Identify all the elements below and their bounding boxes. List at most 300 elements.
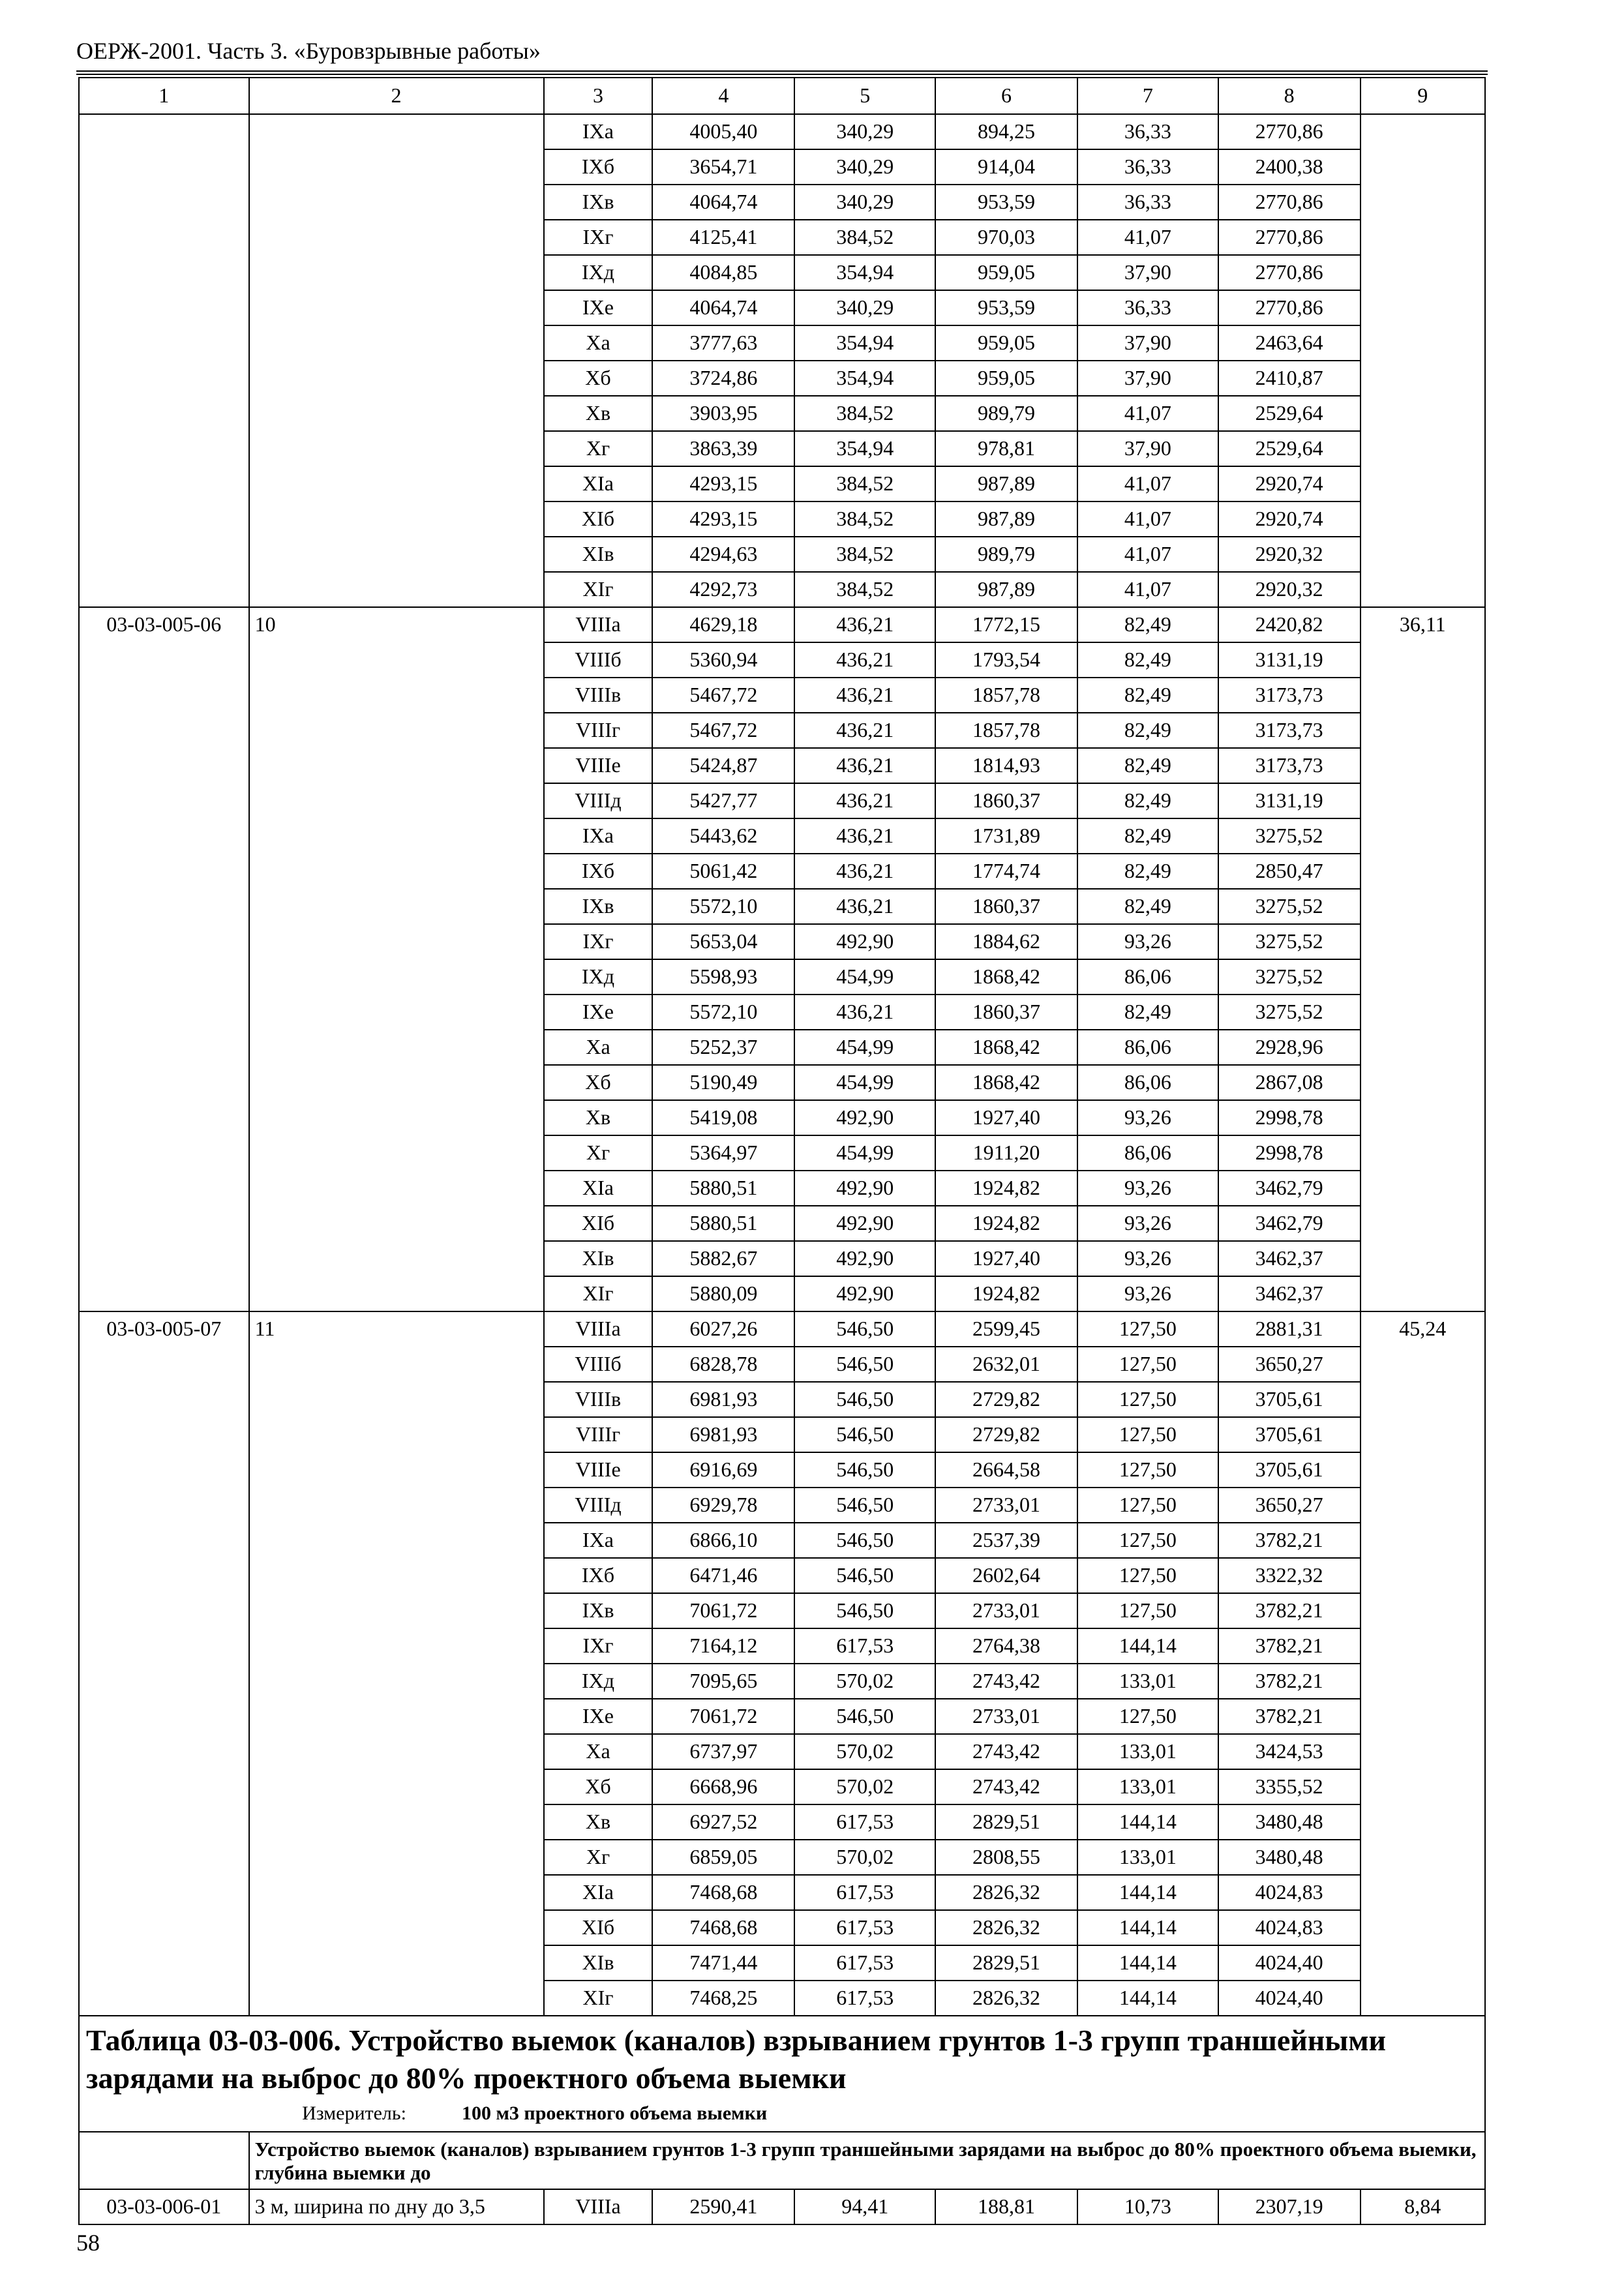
cell-col8: 3275,52 (1218, 889, 1361, 924)
cell-col6: 1814,93 (935, 748, 1077, 783)
cell-class: XIв (544, 1945, 653, 1981)
cell-col4: 6929,78 (652, 1488, 794, 1523)
cell-code (79, 1840, 249, 1875)
cell-col7: 41,07 (1077, 466, 1218, 501)
cell-class: Xа (544, 1030, 653, 1065)
cell-col7: 82,49 (1077, 748, 1218, 783)
cell-col7: 127,50 (1077, 1452, 1218, 1488)
cell-col6: 959,05 (935, 361, 1077, 396)
cell-col9 (1361, 255, 1485, 290)
cell-col7: 82,49 (1077, 642, 1218, 678)
column-number: 8 (1218, 78, 1361, 114)
cell-col6: 987,89 (935, 466, 1077, 501)
cell-col4: 3724,86 (652, 361, 794, 396)
cell-param (249, 325, 544, 361)
cell-col5: 436,21 (794, 748, 935, 783)
table-row (79, 924, 1485, 959)
cell-col7: 144,14 (1077, 1981, 1218, 2016)
cell-code (79, 642, 249, 678)
cell-param (249, 1276, 544, 1311)
table-row (79, 1523, 1485, 1558)
cell-class: XIг (544, 1276, 653, 1311)
cell-param (249, 1206, 544, 1241)
cell-col4: 5424,87 (652, 748, 794, 783)
cell-col7: 37,90 (1077, 431, 1218, 466)
cell-code (79, 713, 249, 748)
cell-col4: 4292,73 (652, 572, 794, 607)
cell-col8: 2867,08 (1218, 1065, 1361, 1100)
column-number-row (79, 78, 1485, 114)
column-number: 4 (652, 78, 794, 114)
cell-col4: 5880,51 (652, 1171, 794, 1206)
cell-col4: 7164,12 (652, 1628, 794, 1664)
cell-col5: 454,99 (794, 1135, 935, 1171)
cell-param (249, 572, 544, 607)
cell-col8: 3275,52 (1218, 818, 1361, 854)
table-row (79, 1488, 1485, 1523)
cell-col7: 86,06 (1077, 1065, 1218, 1100)
cell-param (249, 1699, 544, 1734)
table-row (79, 361, 1485, 396)
cell-code (79, 995, 249, 1030)
cell-col9: 8,84 (1361, 2189, 1485, 2224)
cell-col5: 617,53 (794, 1875, 935, 1910)
cell-col5: 454,99 (794, 1065, 935, 1100)
cell-code (79, 1206, 249, 1241)
cell-class: XIб (544, 501, 653, 537)
cell-param (249, 149, 544, 185)
cell-col8: 2529,64 (1218, 396, 1361, 431)
cell-col4: 7061,72 (652, 1699, 794, 1734)
cell-code (79, 1593, 249, 1628)
cell-param (249, 854, 544, 889)
cell-col6: 2632,01 (935, 1347, 1077, 1382)
cell-class: VIIIд (544, 783, 653, 818)
column-number: 5 (794, 78, 935, 114)
table-row (79, 1981, 1485, 2016)
cell-col8: 2770,86 (1218, 255, 1361, 290)
cell-col5: 492,90 (794, 1241, 935, 1276)
cell-col6: 2537,39 (935, 1523, 1077, 1558)
cell-class: XIб (544, 1206, 653, 1241)
table-row (79, 1241, 1485, 1276)
cell-class: XIа (544, 466, 653, 501)
cell-code (79, 220, 249, 255)
cell-code: 03-03-005-06 (79, 607, 249, 642)
cell-col9 (1361, 1241, 1485, 1276)
cell-col5: 546,50 (794, 1523, 935, 1558)
cell-col9 (1361, 361, 1485, 396)
table-row (79, 255, 1485, 290)
table-row (79, 1417, 1485, 1452)
cell-param (249, 713, 544, 748)
cell-col9 (1361, 783, 1485, 818)
measure-label: Измеритель: (302, 2102, 406, 2124)
cell-code (79, 1100, 249, 1135)
cell-col4: 5653,04 (652, 924, 794, 959)
cell-col9 (1361, 818, 1485, 854)
cell-code (79, 1417, 249, 1452)
running-header: ОЕРЖ-2001. Часть 3. «Буровзрывные работы» (76, 38, 541, 64)
cell-col5: 340,29 (794, 290, 935, 325)
cell-col4: 4629,18 (652, 607, 794, 642)
cell-col9 (1361, 466, 1485, 501)
cell-code (79, 501, 249, 537)
cell-class: Xг (544, 1840, 653, 1875)
cell-col8: 3782,21 (1218, 1523, 1361, 1558)
table-row (79, 1311, 1485, 1347)
cell-col4: 3654,71 (652, 149, 794, 185)
cell-code (79, 854, 249, 889)
cell-code (79, 678, 249, 713)
table-row (79, 783, 1485, 818)
cell-col7: 144,14 (1077, 1804, 1218, 1840)
cell-col5: 492,90 (794, 1171, 935, 1206)
cell-col4: 5419,08 (652, 1100, 794, 1135)
cell-code (79, 1945, 249, 1981)
cell-class: IXб (544, 1558, 653, 1593)
cell-col7: 144,14 (1077, 1910, 1218, 1945)
cell-col6: 2664,58 (935, 1452, 1077, 1488)
cell-col5: 546,50 (794, 1311, 935, 1347)
cell-col4: 5572,10 (652, 889, 794, 924)
cell-col4: 7468,25 (652, 1981, 794, 2016)
cell-col4: 6916,69 (652, 1452, 794, 1488)
table-row (79, 325, 1485, 361)
cell-param (249, 185, 544, 220)
cell-col8: 3705,61 (1218, 1452, 1361, 1488)
table-row (79, 501, 1485, 537)
cell-col8: 3462,79 (1218, 1171, 1361, 1206)
cell-class: IXа (544, 818, 653, 854)
cell-col5: 546,50 (794, 1382, 935, 1417)
cell-col8: 2770,86 (1218, 290, 1361, 325)
cell-col7: 82,49 (1077, 678, 1218, 713)
cell-col6: 1857,78 (935, 678, 1077, 713)
cell-col5: 354,94 (794, 325, 935, 361)
cell-col6: 989,79 (935, 537, 1077, 572)
cell-class: XIа (544, 1875, 653, 1910)
cell-col5: 354,94 (794, 431, 935, 466)
cell-col4: 6471,46 (652, 1558, 794, 1593)
cell-col9 (1361, 1488, 1485, 1523)
cell-col8: 3462,79 (1218, 1206, 1361, 1241)
cell-col6: 959,05 (935, 255, 1077, 290)
cell-col5: 546,50 (794, 1347, 935, 1382)
cell-class: VIIIа (544, 1311, 653, 1347)
cell-col7: 10,73 (1077, 2189, 1218, 2224)
cell-col9 (1361, 959, 1485, 995)
table-row (79, 748, 1485, 783)
cell-col9 (1361, 1030, 1485, 1065)
cell-col7: 127,50 (1077, 1523, 1218, 1558)
cell-code (79, 924, 249, 959)
header-rule-bottom (76, 74, 1488, 75)
table-row (79, 396, 1485, 431)
cell-col8: 3650,27 (1218, 1347, 1361, 1382)
cell-col4: 3903,95 (652, 396, 794, 431)
cell-param (249, 678, 544, 713)
cell-col9 (1361, 290, 1485, 325)
cell-col7: 127,50 (1077, 1347, 1218, 1382)
cell-col8: 2998,78 (1218, 1135, 1361, 1171)
cell-param: 10 (249, 607, 544, 642)
cell-col4: 6737,97 (652, 1734, 794, 1769)
cell-col9 (1361, 572, 1485, 607)
cell-col5: 354,94 (794, 361, 935, 396)
cell-class: IXе (544, 290, 653, 325)
cell-class: XIг (544, 1981, 653, 2016)
column-number: 2 (249, 78, 544, 114)
cell-param (249, 1488, 544, 1523)
cell-col7: 36,33 (1077, 185, 1218, 220)
cell-class: Xб (544, 1065, 653, 1100)
table-row (79, 995, 1485, 1030)
cell-class: Xв (544, 396, 653, 431)
cell-col8: 2998,78 (1218, 1100, 1361, 1135)
cell-col5: 436,21 (794, 607, 935, 642)
cell-col4: 7468,68 (652, 1875, 794, 1910)
cell-class: IXг (544, 924, 653, 959)
table-row (79, 1593, 1485, 1628)
cell-col9 (1361, 1417, 1485, 1452)
cell-code (79, 255, 249, 290)
table-row (79, 678, 1485, 713)
cell-class: Xа (544, 325, 653, 361)
cell-col4: 3777,63 (652, 325, 794, 361)
cell-param (249, 431, 544, 466)
cell-col4: 2590,41 (652, 2189, 794, 2224)
table-row (79, 1664, 1485, 1699)
cell-col8: 3480,48 (1218, 1840, 1361, 1875)
cell-class: XIб (544, 1910, 653, 1945)
cell-param (249, 1628, 544, 1664)
cell-param (249, 1065, 544, 1100)
cell-code (79, 1171, 249, 1206)
cell-col7: 37,90 (1077, 325, 1218, 361)
cell-col8: 3462,37 (1218, 1276, 1361, 1311)
table-row (79, 642, 1485, 678)
cell-code (79, 1699, 249, 1734)
cell-param (249, 1664, 544, 1699)
table-row (79, 1065, 1485, 1100)
cell-param (249, 818, 544, 854)
table-row (79, 1910, 1485, 1945)
cell-col4: 5360,94 (652, 642, 794, 678)
table-row (79, 1699, 1485, 1734)
cell-col5: 454,99 (794, 959, 935, 995)
cell-col8: 3650,27 (1218, 1488, 1361, 1523)
cell-col8: 2928,96 (1218, 1030, 1361, 1065)
cell-code (79, 466, 249, 501)
cell-col4: 6828,78 (652, 1347, 794, 1382)
cell-col6: 2733,01 (935, 1488, 1077, 1523)
cell-col8: 2307,19 (1218, 2189, 1361, 2224)
cell-col5: 617,53 (794, 1804, 935, 1840)
table-row (79, 1804, 1485, 1840)
cell-class: IXг (544, 1628, 653, 1664)
cell-col6: 1884,62 (935, 924, 1077, 959)
cell-param (249, 748, 544, 783)
table-row (79, 713, 1485, 748)
table-row (79, 431, 1485, 466)
cell-class: IXд (544, 1664, 653, 1699)
cell-class: IXе (544, 1699, 653, 1734)
cell-col8: 4024,83 (1218, 1875, 1361, 1910)
cell-col7: 93,26 (1077, 1276, 1218, 1311)
table-row (79, 1628, 1485, 1664)
cell-param (249, 1452, 544, 1488)
cell-code (79, 431, 249, 466)
table-row (79, 185, 1485, 220)
cell-code (79, 959, 249, 995)
cell-code (79, 325, 249, 361)
table-row (79, 1347, 1485, 1382)
cell-col8: 3131,19 (1218, 783, 1361, 818)
cell-col8: 3782,21 (1218, 1628, 1361, 1664)
table-006-title: Таблица 03-03-006. Устройство выемок (каналов) взрыванием грунтов 1-3 групп траншейными зарядами на выброс до 80% проектного объема выемки (86, 2024, 1387, 2095)
cell-col4: 7471,44 (652, 1945, 794, 1981)
cell-col7: 82,49 (1077, 995, 1218, 1030)
cell-code (79, 1452, 249, 1488)
cell-param (249, 995, 544, 1030)
cell-code (79, 748, 249, 783)
cell-param (249, 1347, 544, 1382)
cell-param (249, 889, 544, 924)
cell-col4: 6981,93 (652, 1382, 794, 1417)
cell-col6: 987,89 (935, 501, 1077, 537)
cell-col7: 127,50 (1077, 1593, 1218, 1628)
cell-col6: 1731,89 (935, 818, 1077, 854)
cell-col6: 2829,51 (935, 1945, 1077, 1981)
cell-col7: 41,07 (1077, 396, 1218, 431)
cell-param (249, 1734, 544, 1769)
cell-param (249, 783, 544, 818)
cell-col5: 492,90 (794, 1276, 935, 1311)
cell-col5: 492,90 (794, 1206, 935, 1241)
cell-col7: 93,26 (1077, 1171, 1218, 1206)
column-number: 3 (544, 78, 653, 114)
header-rule-top (76, 70, 1488, 72)
cell-class: IXб (544, 149, 653, 185)
cell-col4: 5190,49 (652, 1065, 794, 1100)
cell-class: IXд (544, 255, 653, 290)
cell-param (249, 290, 544, 325)
cell-code (79, 537, 249, 572)
cell-col7: 133,01 (1077, 1840, 1218, 1875)
cell-class: IXв (544, 1593, 653, 1628)
cell-code (79, 290, 249, 325)
cell-code (79, 1276, 249, 1311)
table-row (79, 537, 1485, 572)
cell-col7: 127,50 (1077, 1382, 1218, 1417)
cell-col8: 2410,87 (1218, 361, 1361, 396)
cell-col8: 3705,61 (1218, 1382, 1361, 1417)
cell-col9 (1361, 325, 1485, 361)
cell-col7: 127,50 (1077, 1699, 1218, 1734)
cell-col8: 2920,32 (1218, 572, 1361, 607)
cell-col4: 4293,15 (652, 501, 794, 537)
cell-code (79, 1910, 249, 1945)
cell-col9 (1361, 114, 1485, 149)
cell-col7: 82,49 (1077, 889, 1218, 924)
cell-col9 (1361, 713, 1485, 748)
cell-class: IXа (544, 1523, 653, 1558)
cell-col6: 1924,82 (935, 1171, 1077, 1206)
cell-col6: 2743,42 (935, 1734, 1077, 1769)
cell-code (79, 1558, 249, 1593)
table-row (79, 1875, 1485, 1910)
cell-class: IXд (544, 959, 653, 995)
cell-col9 (1361, 1452, 1485, 1488)
cell-col6: 1868,42 (935, 1030, 1077, 1065)
table-row (79, 1135, 1485, 1171)
cell-param (249, 959, 544, 995)
cell-col4: 4294,63 (652, 537, 794, 572)
cell-param (249, 1981, 544, 2016)
cell-col6: 970,03 (935, 220, 1077, 255)
cell-class: IXг (544, 220, 653, 255)
cell-col6: 1927,40 (935, 1241, 1077, 1276)
cell-code (79, 1241, 249, 1276)
cell-col9 (1361, 1840, 1485, 1875)
measure-value: 100 м3 проектного объема выемки (462, 2102, 768, 2124)
cell-col5: 546,50 (794, 1593, 935, 1628)
cell-col8: 2881,31 (1218, 1311, 1361, 1347)
cell-code (79, 1628, 249, 1664)
table-row (79, 2189, 1485, 2224)
cell-col8: 4024,83 (1218, 1910, 1361, 1945)
cell-class: XIв (544, 537, 653, 572)
cell-col8: 2463,64 (1218, 325, 1361, 361)
cell-col7: 41,07 (1077, 220, 1218, 255)
cell-col8: 3131,19 (1218, 642, 1361, 678)
cell-col7: 82,49 (1077, 818, 1218, 854)
cell-col5: 436,21 (794, 642, 935, 678)
cell-col8: 2400,38 (1218, 149, 1361, 185)
cell-param (249, 1030, 544, 1065)
cell-col5: 570,02 (794, 1840, 935, 1875)
cell-col7: 127,50 (1077, 1558, 1218, 1593)
cell-class: Xб (544, 361, 653, 396)
cell-col9 (1361, 1981, 1485, 2016)
cell-col5: 617,53 (794, 1628, 935, 1664)
cell-col4: 4084,85 (652, 255, 794, 290)
cell-col8: 3782,21 (1218, 1699, 1361, 1734)
cell-code (79, 361, 249, 396)
table-006-description: Устройство выемок (каналов) взрыванием грунтов 1-3 групп траншейными зарядами на выброс до 80% проектного объема выемки, глубина выемки до (249, 2132, 1485, 2189)
cell-col9 (1361, 1171, 1485, 1206)
cell-col6: 953,59 (935, 185, 1077, 220)
cell-col8: 2920,74 (1218, 466, 1361, 501)
cell-col4: 5598,93 (652, 959, 794, 995)
table-006-title-row (79, 2016, 1485, 2097)
cell-col5: 384,52 (794, 466, 935, 501)
cell-class: VIIIе (544, 748, 653, 783)
cell-class: IXб (544, 854, 653, 889)
cell-col5: 340,29 (794, 149, 935, 185)
cell-col5: 340,29 (794, 185, 935, 220)
cell-class: VIIIг (544, 713, 653, 748)
cell-col9 (1361, 1734, 1485, 1769)
table-row (79, 1030, 1485, 1065)
cell-col7: 82,49 (1077, 607, 1218, 642)
cell-col7: 86,06 (1077, 1135, 1218, 1171)
cell-col6: 2729,82 (935, 1417, 1077, 1452)
cell-code: 03-03-005-07 (79, 1311, 249, 1347)
cell-col5: 384,52 (794, 220, 935, 255)
cell-param (249, 1840, 544, 1875)
